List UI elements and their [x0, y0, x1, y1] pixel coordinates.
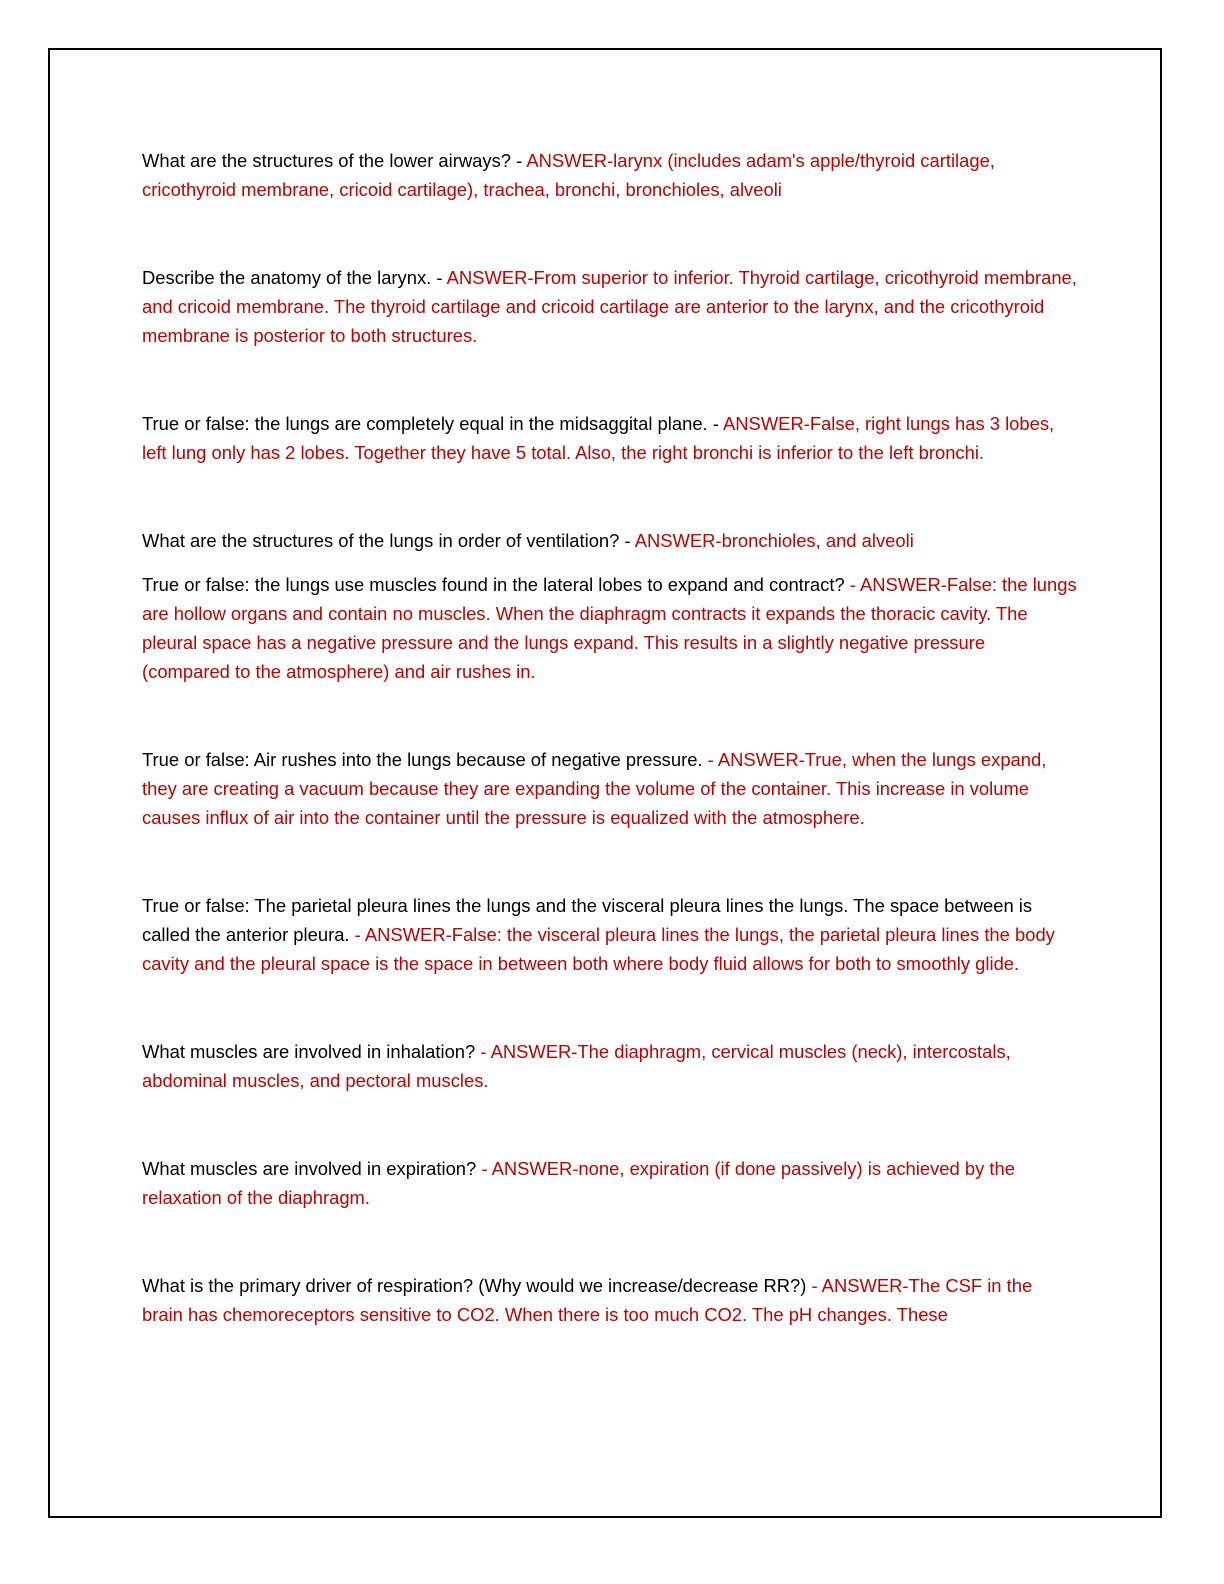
question-text: True or false: the lungs use muscles found in the lateral lobes to expand and contract? — [142, 574, 850, 595]
question-text: What are the structures of the lungs in order of ventilation? - — [142, 530, 635, 551]
answer-text: - ANSWER-False: the visceral pleura lines the lungs, the parietal pleura lines the body cavity and the pleural space is the space in between both where body fluid allows for both to smoothly glide. — [142, 924, 1055, 974]
qa-item — [142, 526, 1077, 555]
qa-item — [142, 1154, 1077, 1212]
answer-text: ANSWER-larynx (includes adam's apple/thyroid cartilage, cricothyroid membrane, cricoid cartilage), trachea, bronchi, bronchioles, alveoli — [142, 150, 995, 200]
qa-item — [142, 1271, 1077, 1329]
qa-item — [142, 146, 1077, 204]
answer-text: - ANSWER-none, expiration (if done passively) is achieved by the relaxation of the diaphragm. — [142, 1158, 1015, 1208]
qa-item — [142, 570, 1077, 686]
answer-text: ANSWER-bronchioles, and alveoli — [634, 530, 914, 551]
document-body — [142, 146, 1077, 1329]
answer-text: ANSWER-From superior to inferior. Thyroid cartilage, cricothyroid membrane, and cricoid membrane. The thyroid cartilage and cricoid cartilage are anterior to the larynx, and the cricothyroid membrane is posterior to both structures. — [142, 267, 1077, 346]
answer-text: - ANSWER-True, when the lungs expand, they are creating a vacuum because they are expanding the volume of the container. This increase in volume causes influx of air into the container until the pressure is equalized with the atmosphere. — [142, 749, 1047, 828]
answer-text: - ANSWER-The CSF in the brain has chemoreceptors sensitive to CO2. When there is too much CO2. The pH changes. These — [142, 1275, 1033, 1325]
question-text: True or false: Air rushes into the lungs because of negative pressure. — [142, 749, 708, 770]
question-text: What is the primary driver of respiration? (Why would we increase/decrease RR?) — [142, 1275, 812, 1296]
qa-item — [142, 891, 1077, 978]
question-text: Describe the anatomy of the larynx. - — [142, 267, 447, 288]
qa-item — [142, 745, 1077, 832]
question-text: True or false: the lungs are completely equal in the midsaggital plane. - — [142, 413, 723, 434]
answer-text: ANSWER-False, right lungs has 3 lobes, left lung only has 2 lobes. Together they have 5 total. Also, the right bronchi is inferior to the left bronchi. — [142, 413, 1055, 463]
question-text: What are the structures of the lower airways? - — [142, 150, 527, 171]
question-text: What muscles are involved in inhalation? — [142, 1041, 481, 1062]
qa-item — [142, 1037, 1077, 1095]
qa-item — [142, 263, 1077, 350]
question-text: True or false: The parietal pleura lines the lungs and the visceral pleura lines the lungs. The space between is called the anterior pleura. — [142, 895, 1033, 945]
question-text: What muscles are involved in expiration? — [142, 1158, 482, 1179]
answer-text: - ANSWER-False: the lungs are hollow organs and contain no muscles. When the diaphragm contracts it expands the thoracic cavity. The pleural space has a negative pressure and the lungs expand. This results in a slightly negative pressure (compared to the atmosphere) and air rushes in. — [142, 574, 1077, 682]
answer-text: - ANSWER-The diaphragm, cervical muscles (neck), intercostals, abdominal muscles, and pectoral muscles. — [142, 1041, 1011, 1091]
qa-item — [142, 409, 1077, 467]
